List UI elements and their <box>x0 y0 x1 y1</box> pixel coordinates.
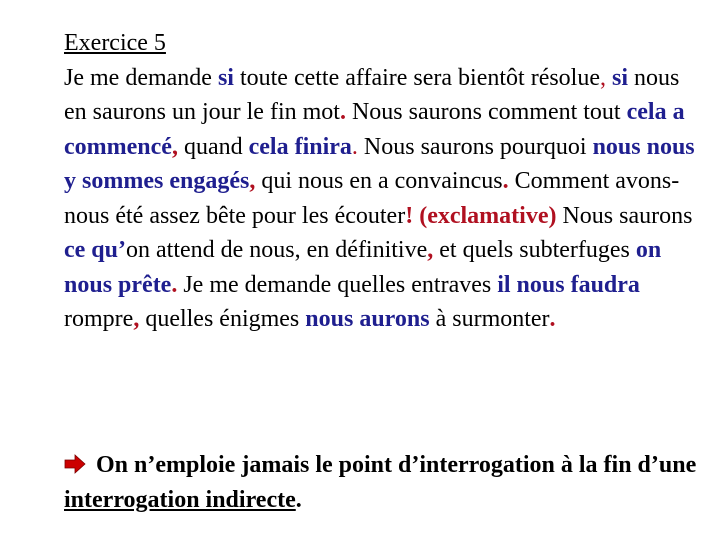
exercise-segment: . <box>339 99 346 125</box>
exercise-segment: (exclamative) <box>419 202 557 229</box>
exercise-segment: , <box>249 168 256 194</box>
right-arrow-icon <box>64 454 86 474</box>
exercise-segment: si <box>612 64 629 91</box>
exercise-segment: . <box>549 306 556 332</box>
exercise-segment: Je me demande quelles entraves <box>177 271 498 298</box>
exercise-segment: ! <box>405 202 414 229</box>
rule-note-underlined: interrogation indirecte <box>64 487 296 513</box>
exercise-segment: . <box>502 168 509 194</box>
exercise-segment: Nous saurons comment tout <box>345 99 627 125</box>
exercise-segment: il nous faudra <box>497 271 640 298</box>
exercise-segment: . <box>171 271 178 298</box>
exercise-segment: Nous saurons pourquoi <box>357 133 593 160</box>
rule-note <box>64 448 704 518</box>
exercise-segment: quand <box>177 133 249 160</box>
exercise-segment: Je me demande <box>64 64 218 91</box>
exercise-segment: , <box>133 306 140 332</box>
exercise-segment: rompre <box>64 306 134 332</box>
exercise-segment: nous en saurons un jour le fin mot <box>64 64 680 125</box>
exercise-segment: si <box>217 64 234 91</box>
exercise-segment: , <box>600 64 606 91</box>
exercise-segment: qui nous en a convaincus <box>255 168 503 194</box>
exercise-segment: quelles énigmes <box>139 306 306 332</box>
exercise-segment: Nous saurons <box>556 202 693 229</box>
exercise-segment: et quels subterfuges <box>433 237 636 263</box>
exercise-segment: , <box>427 237 434 263</box>
exercise-segment: cela a commencé <box>64 99 685 160</box>
exercise-segment: on nous prête <box>64 237 662 298</box>
rule-note-text: On n’emploie jamais le point d’interrogation à la fin d’une <box>96 452 697 478</box>
exercise-segment: Comment avons-nous été assez bête pour les écouter <box>64 168 680 229</box>
rule-note-end: . <box>295 487 302 513</box>
exercise-segment: cela finira <box>248 133 352 160</box>
exercise-block <box>64 26 704 337</box>
exercise-segment: . <box>351 133 358 160</box>
exercise-segment: à surmonter <box>429 306 550 332</box>
exercise-segment: ce qu’ <box>64 237 126 263</box>
exercise-segment: toute cette affaire sera bientôt résolue <box>233 64 600 91</box>
exercise-segment: on attend de nous, en définitive <box>126 237 428 263</box>
exercise-segment: nous nous y sommes engagés <box>64 133 695 194</box>
exercise-segment: nous aurons <box>305 306 430 332</box>
exercise-title: Exercice 5 <box>64 30 166 56</box>
exercise-paragraph <box>64 61 704 337</box>
exercise-segment: , <box>171 133 178 160</box>
